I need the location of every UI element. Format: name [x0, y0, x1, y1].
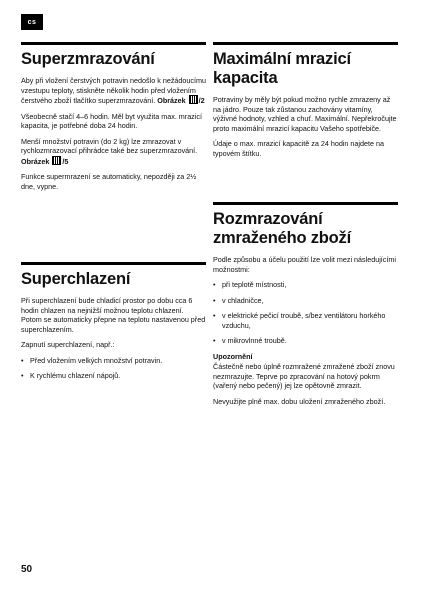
section-superzmrazovani — [21, 42, 206, 197]
section-rozmrazovani — [213, 202, 398, 412]
paragraph — [21, 137, 206, 167]
figure-ref: Obrázek — [157, 96, 186, 105]
paragraph: Potraviny by měly být pokud možno rychle zmrazeny až na jádro. Pouze tak zůstanou zachovány vitamíny, výživné hodnoty, vzhled a chuť. Maximální. Nepřekročujte proto maximální mrazicí kapacitu Vašeho spotřebiče. — [213, 95, 397, 133]
section-maximalni — [213, 42, 398, 164]
paragraph: Při superchlazení bude chladicí prostor po dobu cca 6 hodin chlazen na nejnižší možnou teplotu chlazení. Potom se automaticky přepne na teplotu nastavenou před superchlazením. — [21, 296, 206, 334]
paragraph-text: Menší množství potravin (do 2 kg) lze zmrazovat v rychlozmrazovací přihrádce také bez superzmrazování. — [21, 136, 198, 155]
paragraph: Nevyužijte plně max. dobu uložení zmraženého zboží. — [213, 396, 386, 406]
section-rule — [21, 42, 206, 45]
list-item: • v elektrické pečicí troubě, s/bez ventilátoru horkého vzduchu, — [213, 311, 398, 330]
paragraph: Podle způsobu a účelu použití lze volit mezi následujícími možnostmi: — [213, 255, 396, 274]
section-heading: Rozmrazování zmraženého zboží — [213, 210, 351, 247]
language-tag: cs — [21, 14, 43, 30]
section-rule — [213, 202, 398, 205]
section-rule — [21, 262, 206, 265]
list-item: • při teplotě místnosti, — [213, 280, 398, 290]
paragraph: Všeobecně stačí 4–6 hodin. Měl byt využita max. mrazicí kapacita, je potřebné doba 24 hodin. — [21, 111, 202, 130]
bullet-list — [21, 356, 206, 381]
list-item: • K rychlému chlazení nápojů. — [21, 371, 206, 381]
paragraph — [21, 76, 206, 106]
figure-ref: Obrázek — [21, 156, 50, 166]
section-superchlazeni — [21, 262, 206, 387]
paragraph: Funkce supermrazení se automaticky, nepozději za 2½ dne, vypne. — [21, 172, 197, 191]
warning-text: Částečně nebo úplně rozmražené zmražené zboží znovu nezmrazujte. Teprve po zpracování na hotový pokrm (vařený nebo pečený) jej lze opětovně zmrazit. — [213, 362, 395, 390]
section-rule — [213, 42, 398, 45]
paragraph: Zapnutí superchlazení, např.: — [21, 340, 115, 349]
paragraph: Údaje o max. mrazicí kapacitě za 24 hodin najdete na typovém štítku. — [213, 139, 385, 158]
section-heading: Maximální mrazicí kapacita — [213, 50, 351, 87]
list-item: • Před vložením velkých množství potravin. — [21, 356, 206, 366]
figure-number: /2 — [198, 96, 205, 105]
figure-icon — [189, 95, 198, 104]
section-heading: Superchlazení — [21, 270, 131, 288]
list-item: • v chladničce, — [213, 296, 398, 306]
figure-number: /5 — [62, 156, 69, 166]
figure-icon — [52, 156, 61, 165]
warning-title: Upozornění — [213, 351, 253, 361]
bullet-list — [213, 280, 398, 346]
page-number: 50 — [21, 564, 33, 575]
paragraph-text: Aby při vložení čerstvých potravin nedošlo k nežádoucímu vzestupu teploty, stiskněte několik hodin před vložením čerstvého zboží tlačítko superzmrazování. — [21, 76, 206, 105]
section-heading: Superzmrazování — [21, 50, 155, 68]
list-item: • v mikrovlnné troubě. — [213, 336, 398, 346]
